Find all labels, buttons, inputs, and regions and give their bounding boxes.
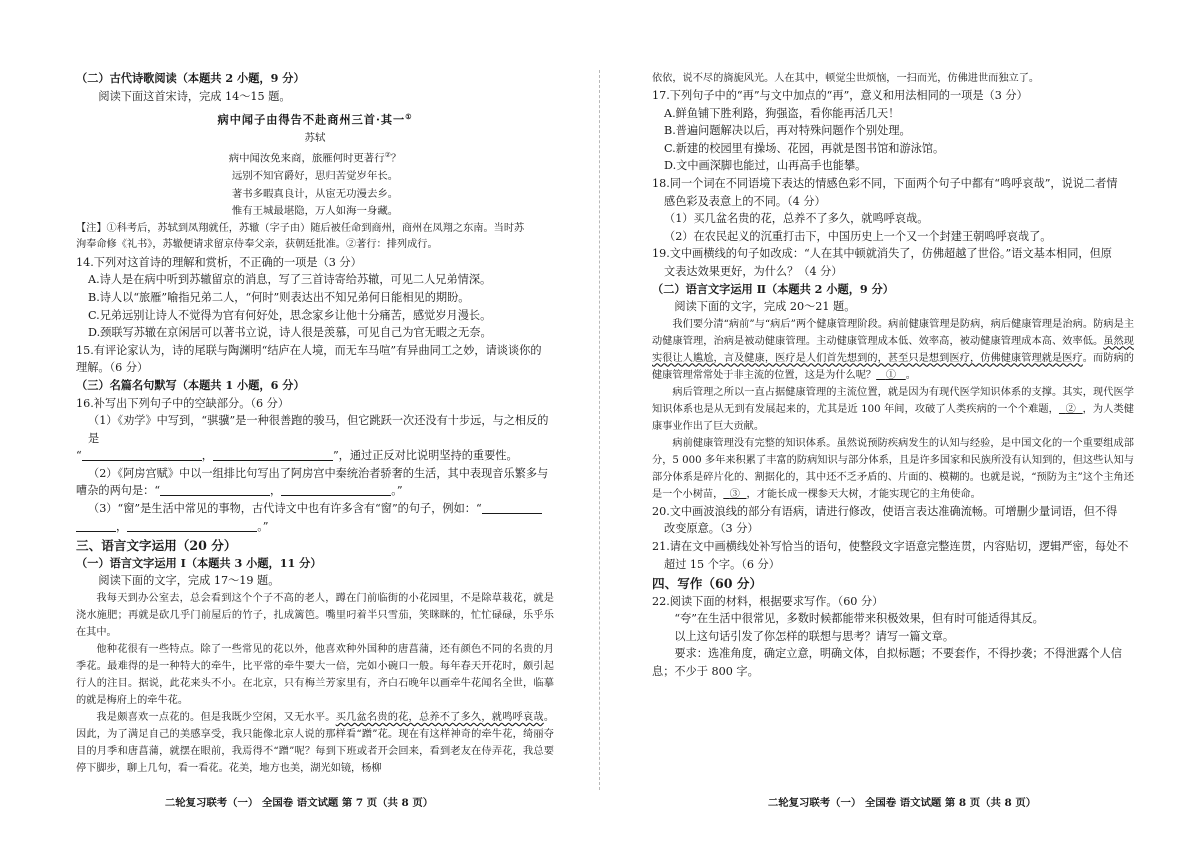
- page-8: [604, 0, 1200, 849]
- question-22: 22.阅读下面的材料，根据要求写作。（60 分）: [652, 594, 884, 608]
- passage-paragraph-3-wavy-text: 买几盆名贵的花，总养不了多久，就鸣呼哀哉: [335, 712, 544, 724]
- q14-option-c: C.兄弟远别让诗人不觉得为官有何好处，思念家乡让他十分痛苦，感觉岁月漫长。: [88, 308, 492, 322]
- blank-3[interactable]: [723, 489, 746, 500]
- q16-3-line-1: [76, 500, 554, 518]
- passage-continuation: 依依，说不尽的旖旎风光。人在其中，顿觉尘世烦恼，一扫而光，仿佛进世而独立了。: [652, 73, 1040, 84]
- section-3-2-heading: （二）语言文字运用 Ⅱ（本题共 2 小题，9 分）: [652, 281, 894, 296]
- poem-author: 苏轼: [304, 131, 326, 144]
- health-paragraph-3-rest: ，才能长成一棵参天大树，才能实现它的主角使命。: [746, 488, 981, 500]
- poem-note-1: 【注】①科考后，苏轼到凤翔就任，苏辙（字子由）随后被任命到商州，商州在凤翔之东南。当时苏: [76, 222, 525, 234]
- health-paragraph-1: 我们要分清“病前”与“病后”两个健康管理阶段。病前健康管理是防病，病后健康管理是治病。防病是主动健康管理，治病是被动健康管理。主动健康管理成本低、效率高，被动健康管理成本高、效率低。虽然现实很让人尴尬，言及健康，医疗是人们首先想到的，甚至只是想到医疗，仿佛健康管理就是医疗。而防病的健康管理常常处于非主流的位置，这是为什么呢？ ① 。: [652, 318, 1134, 381]
- question-19-line-1: 19.文中画横线的句子如改成：“人在其中顿就消失了，仿佛超越了世俗。”语文基本相同，但原: [652, 247, 1112, 261]
- q18-sentence-1: （1）买几盆名贵的花，总养不了多久，就鸣呼哀哉。: [664, 212, 929, 226]
- poem-line-4: 惟有王城最堪隐，万人如海一身藏。: [231, 205, 399, 218]
- section-4-heading: 四、写作（60 分）: [652, 576, 763, 592]
- q16-3-line-2: [76, 518, 554, 536]
- blank-3-label: ③: [729, 488, 740, 500]
- section-poetry-heading: （二）古代诗歌阅读（本题共 2 小题，9 分）: [76, 71, 305, 85]
- passage-paragraph-1: 我每天到办公室去，总会看到这个个子不高的老人，蹲在门前临街的小花园里，不是除草栽花，就是浇水施肥；再就是砍几乎门前屋后的竹子，扎成篱笆。嘴里叼着半只雪茄，笑眯眯的，忙忙碌碌，乐乎乐在其中。: [76, 593, 554, 639]
- q16-2-tail: 。”: [391, 484, 403, 498]
- q16-3-tail: 。”: [257, 519, 269, 533]
- blank-1-label: ①: [885, 369, 897, 381]
- health-paragraph-2-rest: ，为人类健康事业作出了巨大贡献。: [652, 403, 1134, 432]
- q16-2-comma: ，: [270, 484, 282, 498]
- page-7: [0, 0, 598, 849]
- q16-2-blank-1[interactable]: [160, 483, 270, 496]
- health-paragraph-3: [652, 435, 1134, 503]
- poetry-instruction: 阅读下面这首宋诗，完成 14～15 题。: [98, 89, 291, 103]
- page-divider: [599, 70, 600, 790]
- q18-sentence-2: （2）在农民起义的沉重打击下，中国历史上一个又一个封建王朝鸣呼哀哉了。: [664, 229, 1052, 243]
- poem-title: [76, 108, 554, 129]
- q14-option-b: B.诗人以“旅雁”喻指兄弟二人，“何时”则表达出不知兄弟何日能相见的期盼。: [88, 290, 470, 304]
- question-15-line-1: 15.有评论家认为，诗的尾联与陶渊明“结庐在人境，而无车马喧”有异曲同工之妙，请谈谈你的: [76, 343, 542, 357]
- question-20-line-1: 20.文中画波浪线的部分有语病，请进行修改，使语言表达准确流畅。可增删少量词语，但不得: [652, 504, 1118, 518]
- health-paragraph-1-wavy-text: 虽然现实很让人尴尬，言及健康，医疗是人们首先想到的，甚至只是想到医疗，仿佛健康管理就是医疗: [652, 335, 1134, 364]
- poem-title-note-mark: ①: [405, 112, 413, 122]
- q16-1-tail: ”，通过正反对比说明坚持的重要性。: [332, 449, 518, 463]
- page-8-footer: 二轮复习联考（一） 全国卷 语文试题 第 8 页（共 8 页）: [767, 797, 1037, 809]
- q16-3-blank-2[interactable]: [127, 519, 257, 532]
- q16-1-blank-2[interactable]: [213, 448, 333, 461]
- passage-paragraph-2: 他种花很有一些特点。除了一些常见的花以外，他喜欢种外国种的唐菖蒲，还有颜色不同的名贵的月季花。最难得的是一种特大的牵牛，比平常的牵牛要大一倍，完如小碗口一般。每年春天开花时，颇引起行人的注目。据说，此花来头不小。在北京，只有梅兰芳家里有，齐白石晚年以画牵牛花闻名全世，临摹的就是梅府上的牵牛花。: [76, 644, 554, 707]
- q16-1-open-quote: “: [76, 449, 82, 463]
- q17-option-b: B.普遍问题解决以后，再对特殊问题作个别处理。: [664, 124, 911, 138]
- q16-2-blank-2[interactable]: [281, 483, 391, 496]
- q16-3-blank-1-cont[interactable]: [76, 519, 116, 532]
- q16-1-comma: ，: [201, 449, 213, 463]
- health-paragraph-1-rest: 。而防病的健康管理常常处于非主流的位置，这是为什么呢？: [652, 352, 1134, 381]
- question-18-line-2: 感色彩及表意上的不同。（4 分）: [664, 194, 826, 208]
- page-8-content: [652, 70, 1134, 681]
- writing-prompt: 以上这句话引发了你怎样的联想与思考？请写一篇文章。: [674, 629, 955, 643]
- q16-3-comma: ，: [116, 519, 128, 533]
- q17-option-d: D.文中画深脚也能过，山再高手也能攀。: [664, 159, 867, 173]
- q17-option-c: C.新建的校园里有操场、花园，再就是图书馆和游泳馆。: [664, 141, 945, 155]
- q16-1-line-1: （1）《劝学》中写到，“骐骥”是一种很善跑的骏马，但它跳跃一次还没有十步远，与之相反的是: [88, 414, 549, 445]
- question-14: 14.下列对这首诗的理解和赏析，不正确的一项是（3 分）: [76, 255, 362, 269]
- writing-requirements: 要求：选准角度，确定立意，明确文体，自拟标题；不要套作，不得抄袭；不得泄露个人信息；不少于 800 字。: [652, 647, 1122, 679]
- question-19-line-2: 文表达效果更好，为什么？（4 分）: [664, 264, 843, 278]
- question-16: 16.补写出下列句子中的空缺部分。（6 分）: [76, 396, 290, 410]
- question-21-line-2: 超过 15 个字。（6 分）: [664, 557, 780, 571]
- section-3-heading: 三、语言文字运用（20 分）: [76, 538, 237, 554]
- blank-2-label: ②: [1065, 403, 1076, 415]
- health-paragraph-2-start: 病后管理之所以一直占据健康管理的主流位置，就是因为有现代医学知识体系的支撑。其实，现代医学知识体系也是从无到有发展起来的，尤其是近 100 年间，攻破了人类疾病的一个个难题，: [652, 386, 1134, 415]
- q16-3-blank-1[interactable]: [482, 501, 542, 514]
- question-20-line-2: 改变原意。（3 分）: [664, 522, 759, 536]
- question-21-line-1: 21.请在文中画横线处补写恰当的语句，使整段文字语意完整连贯，内容贴切，逻辑严密，每处不: [652, 539, 1129, 553]
- blank-1[interactable]: [876, 370, 906, 381]
- q17-option-a: A.鲜鱼铺下胜利路，狗强盗，看你能再活几天！: [664, 106, 900, 120]
- section-3-2-instruction: 阅读下面的文字，完成 20～21 题。: [674, 300, 856, 314]
- poem-line-1-note-mark: ②: [384, 151, 391, 160]
- poem-line-1-end: ？: [390, 152, 402, 165]
- page-7-content: [76, 70, 554, 777]
- poem-note-2: 洵奉命修《礼书》，苏辙便请求留京侍奉父亲，获朝廷批准。②著行：排列成行。: [76, 239, 438, 251]
- poem-line-1: [76, 147, 554, 168]
- q16-3-lead: （3）“窗”是生活中常见的事物，古代诗文中也有许多含有“窗”的句子，例如：“: [88, 502, 482, 516]
- page-7-footer: 二轮复习联考（一） 全国卷 语文试题 第 7 页（共 8 页）: [164, 797, 434, 809]
- q14-option-d: D.颈联写苏辙在京闲居可以著书立说，诗人很是羡慕，可见自己为官无暇之无奈。: [88, 326, 492, 340]
- poem-line-3: 著书多暇真良计，从宦无功漫去乡。: [231, 187, 399, 200]
- question-15-line-2: 理解。（6 分）: [76, 361, 149, 375]
- blank-2[interactable]: [1059, 404, 1083, 415]
- health-paragraph-3-start: 病前健康管理没有完整的知识体系。虽然说预防疾病发生的认知与经验，是中国文化的一个重要组成部分，5 000 多年来积累了丰富的防病知识与部分体系，且是许多国家和民族所没有认知到的，但这些认知与部分体系是碎片化的、割据化的，其中还不乏矛盾的、片面的、模糊的。也就是说，“预防为主”这个主角还是一个小树苗，: [652, 437, 1134, 500]
- section-famous-lines-heading: （三）名篇名句默写（本题共 1 小题，6 分）: [76, 377, 305, 392]
- q16-2-line-1: （2）《阿房宫赋》中以一组排比句写出了阿房宫中秦统治者骄奢的生活，其中表现音乐繁多与: [88, 466, 549, 480]
- section-3-1-instruction: 阅读下面的文字，完成 17～19 题。: [98, 574, 280, 588]
- passage-paragraph-3: [76, 709, 554, 777]
- passage-paragraph-3-rest: 。因此，为了满足自己的美感享受，我只能像北京人说的那样看“蹭”花。现在有这样神奇的牵牛花，绮丽夺目的月季和唐菖蒲，就摆在眼前，我焉得不“蹭”呢？每到下班或者开会回来，看到老友在侍弄花，我总要停下脚步，聊上几句，看一看花。花美，地方也美，湖光如镜，杨柳: [76, 712, 555, 775]
- health-paragraph-1-start: 我们要分清“病前”与“病后”两个健康管理阶段。病前健康管理是防病，病后健康管理是治病。防病是主动健康管理，治病是被动健康管理。主动健康管理成本低、效率高，被动健康管理成本高、效率低。: [652, 318, 1134, 347]
- q16-1-line-2: [76, 447, 554, 465]
- q16-2-lead: 嘈杂的两句是：“: [76, 484, 161, 498]
- question-17: 17.下列句子中的“再”与文中加点的“再”，意义和用法相同的一项是（3 分）: [652, 89, 1028, 102]
- question-18-line-1: 18.同一个词在不同语境下表达的情感色彩不同，下面两个句子中都有“鸣呼哀哉”，说说二者情: [652, 176, 1118, 190]
- section-3-1-heading: （一）语言文字运用 Ⅰ（本题共 3 小题，11 分）: [76, 555, 322, 570]
- q16-1-blank-1[interactable]: [82, 448, 202, 461]
- poem-title-text: 病中闻子由得告不赴商州三首·其一: [217, 112, 406, 127]
- poem-line-2: 远别不知官爵好，思归苦觉岁年长。: [231, 170, 399, 183]
- poem-line-1-text: 病中闻汝免来商，旅雁何时更著行: [228, 152, 385, 165]
- writing-material: “夸”在生活中很常见，多数时候都能带来积极效果，但有时可能适得其反。: [674, 612, 1044, 626]
- q14-option-a: A.诗人是在病中听到苏辙留京的消息，写了三首诗寄给苏辙，可见二人兄弟情深。: [88, 273, 492, 287]
- q16-2-line-2: [76, 482, 554, 500]
- passage-paragraph-3-start: 我是颇喜欢一点花的。但是我既少空闲，又无水平。: [96, 712, 336, 724]
- health-paragraph-2: [652, 384, 1134, 435]
